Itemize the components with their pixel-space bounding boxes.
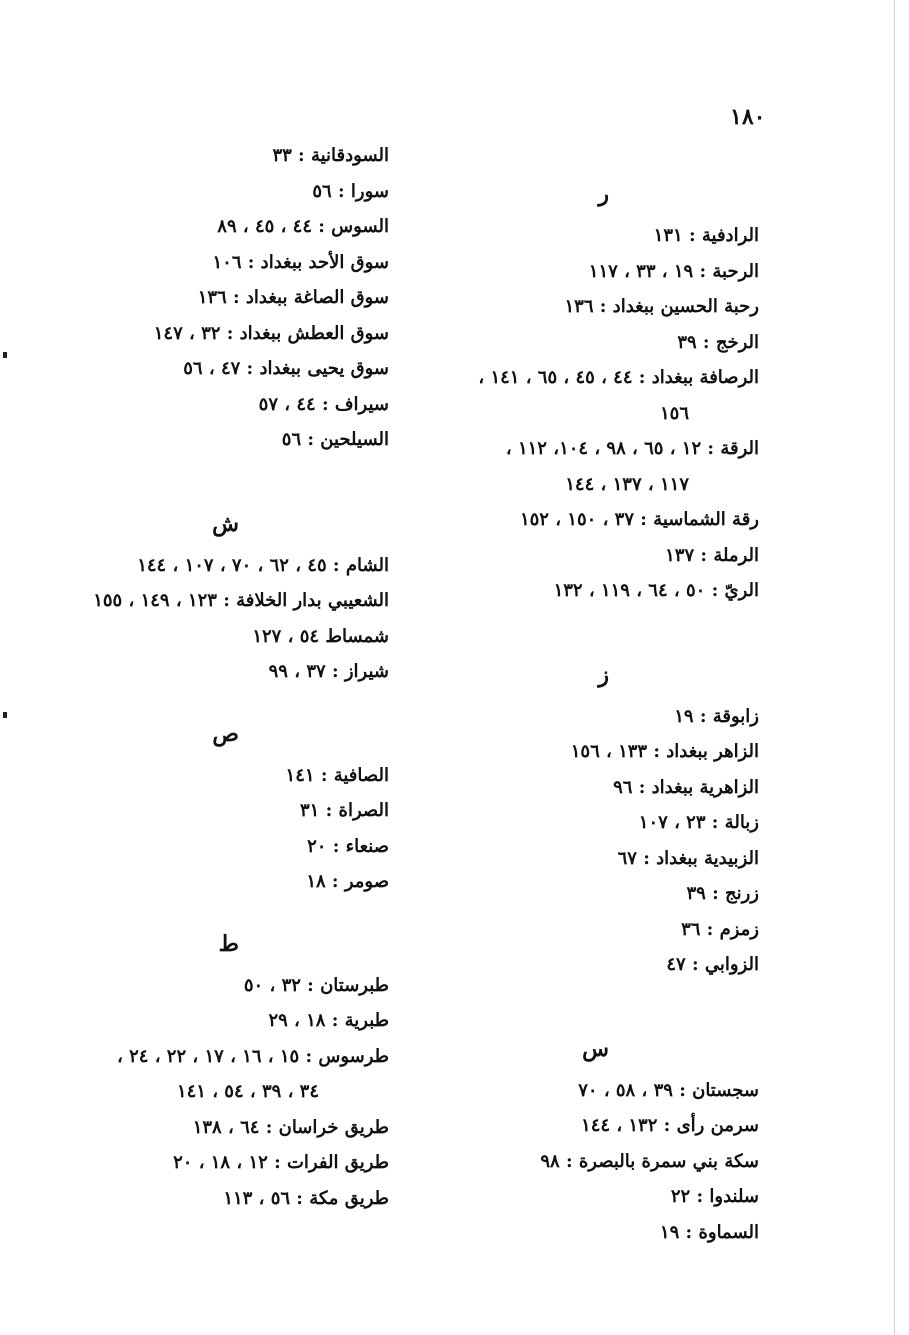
index-entry: صومر : ١٨ bbox=[306, 871, 389, 892]
index-entry: الرملة : ١٣٧ bbox=[665, 544, 759, 566]
entry-list bbox=[9, 968, 389, 1217]
index-column-right bbox=[419, 170, 759, 1250]
index-entry: الشام : ٤٥ ، ٦٢ ، ٧٠ ، ١٠٧ ، ١٤٤ bbox=[137, 554, 389, 576]
entry-list bbox=[419, 699, 759, 983]
index-entry: سلندوا : ٢٢ bbox=[670, 1186, 759, 1207]
index-entry: طريق الفرات : ١٢ ، ١٨ ، ٢٠ bbox=[173, 1152, 389, 1173]
index-entry: السوس : ٤٤ ، ٤٥ ، ٨٩ bbox=[217, 216, 389, 237]
index-entry: الريّ : ٥٠ ، ٦٤ ، ١١٩ ، ١٣٢ bbox=[553, 580, 759, 601]
index-entry-continued: ٣٤ ، ٣٩ ، ٥٤ ، ١٤١ bbox=[176, 1081, 319, 1102]
index-entry: سوق الأحد ببغداد : ١٠٦ bbox=[212, 251, 389, 273]
index-entry: رقة الشماسية : ٣٧ ، ١٥٠ ، ١٥٢ bbox=[519, 509, 759, 530]
index-entry: سرمن رأى : ١٣٢ ، ١٤٤ bbox=[581, 1115, 759, 1136]
index-entry: الصافية : ١٤١ bbox=[285, 764, 389, 786]
index-entry: شمساط ٥٤ ، ١٢٧ bbox=[252, 625, 389, 647]
entry-list bbox=[9, 548, 389, 690]
index-entry: الشعيبي بدار الخلافة : ١٢٣ ، ١٤٩ ، ١٥٥ bbox=[93, 590, 389, 611]
index-entry: طبرية : ١٨ ، ٢٩ bbox=[268, 1010, 389, 1031]
index-entry: زابوقة : ١٩ bbox=[674, 705, 759, 727]
index-entry: الصراة : ٣١ bbox=[300, 800, 389, 821]
index-entry: رحبة الحسين ببغداد : ١٣٦ bbox=[564, 296, 759, 317]
index-entry: شيراز : ٣٧ ، ٩٩ bbox=[268, 661, 389, 682]
index-entry: زبالة : ٢٣ ، ١٠٧ bbox=[638, 812, 759, 833]
section-letter: ص bbox=[212, 720, 239, 747]
index-entry: السودقانية : ٣٣ bbox=[272, 145, 389, 166]
index-entry: سوق العطش ببغداد : ٣٢ ، ١٤٧ bbox=[153, 322, 389, 344]
index-entry: سجستان : ٣٩ ، ٥٨ ، ٧٠ bbox=[578, 1079, 759, 1101]
index-entry: سورا : ٥٦ bbox=[312, 180, 389, 202]
index-section bbox=[419, 1025, 759, 1251]
index-entry: الرقة : ١٢ ، ٦٥ ، ٩٨ ، ١٠٤، ١١٢ ، bbox=[505, 438, 759, 459]
page-number: ١٨٠ bbox=[730, 104, 766, 130]
index-entry: الزبيدية ببغداد : ٦٧ bbox=[617, 847, 759, 869]
margin-mark bbox=[3, 352, 7, 358]
section-letter: ش bbox=[212, 510, 239, 537]
index-section bbox=[9, 710, 389, 900]
index-entry: سيراف : ٤٤ ، ٥٧ bbox=[258, 393, 389, 415]
section-letter: ط bbox=[218, 930, 239, 957]
index-entry: زرنج : ٣٩ bbox=[686, 883, 759, 904]
index-entry: السماوة : ١٩ bbox=[659, 1221, 759, 1243]
index-entry-continued: ١١٧ ، ١٣٧ ، ١٤٤ bbox=[565, 473, 689, 495]
index-section bbox=[419, 651, 759, 983]
section-letter: ز bbox=[598, 661, 609, 688]
page-edge-line bbox=[894, 0, 895, 1335]
entry-list bbox=[419, 1073, 759, 1251]
entry-list bbox=[419, 218, 759, 609]
index-column-left bbox=[9, 138, 389, 1216]
index-entry: سكة بني سمرة بالبصرة : ٩٨ bbox=[540, 1150, 759, 1172]
index-section bbox=[419, 170, 759, 609]
entry-list bbox=[9, 758, 389, 900]
index-entry: الزوابي : ٤٧ bbox=[666, 954, 759, 975]
index-entry: الزاهر ببغداد : ١٣٣ ، ١٥٦ bbox=[570, 741, 759, 762]
index-entry: الرخج : ٣٩ bbox=[677, 331, 759, 353]
index-entry: سوق الصاغة ببغداد : ١٣٦ bbox=[197, 287, 389, 308]
index-entry: السيلحين : ٥٦ bbox=[281, 429, 389, 450]
index-section bbox=[9, 500, 389, 690]
index-entry: طبرستان : ٣٢ ، ٥٠ bbox=[243, 974, 389, 996]
index-entry: سوق يحيى ببغداد : ٤٧ ، ٥٦ bbox=[183, 358, 389, 379]
index-section bbox=[9, 920, 389, 1217]
index-entry-continued: ١٥٦ bbox=[659, 402, 689, 424]
index-entry: الرصافة ببغداد : ٤٤ ، ٤٥ ، ٦٥ ، ١٤١ ، bbox=[478, 367, 759, 388]
entry-list bbox=[9, 138, 389, 458]
index-section bbox=[9, 138, 389, 458]
index-entry: الرادفية : ١٣١ bbox=[653, 225, 759, 246]
index-entry: الرحبة : ١٩ ، ٣٣ ، ١١٧ bbox=[588, 260, 759, 282]
section-letter: س bbox=[582, 1035, 609, 1062]
index-entry: صنعاء : ٢٠ bbox=[307, 835, 389, 857]
index-entry: طريق مكة : ٥٦ ، ١١٣ bbox=[223, 1187, 389, 1209]
margin-mark bbox=[3, 712, 7, 718]
index-entry: الزاهرية ببغداد : ٩٦ bbox=[613, 776, 759, 798]
index-entry: طرسوس : ١٥ ، ١٦ ، ١٧ ، ٢٢ ، ٢٤ ، bbox=[117, 1045, 389, 1067]
index-entry: زمزم : ٣٦ bbox=[681, 918, 759, 940]
index-entry: طريق خراسان : ٦٤ ، ١٣٨ bbox=[192, 1116, 389, 1138]
section-letter: ر bbox=[598, 181, 609, 207]
